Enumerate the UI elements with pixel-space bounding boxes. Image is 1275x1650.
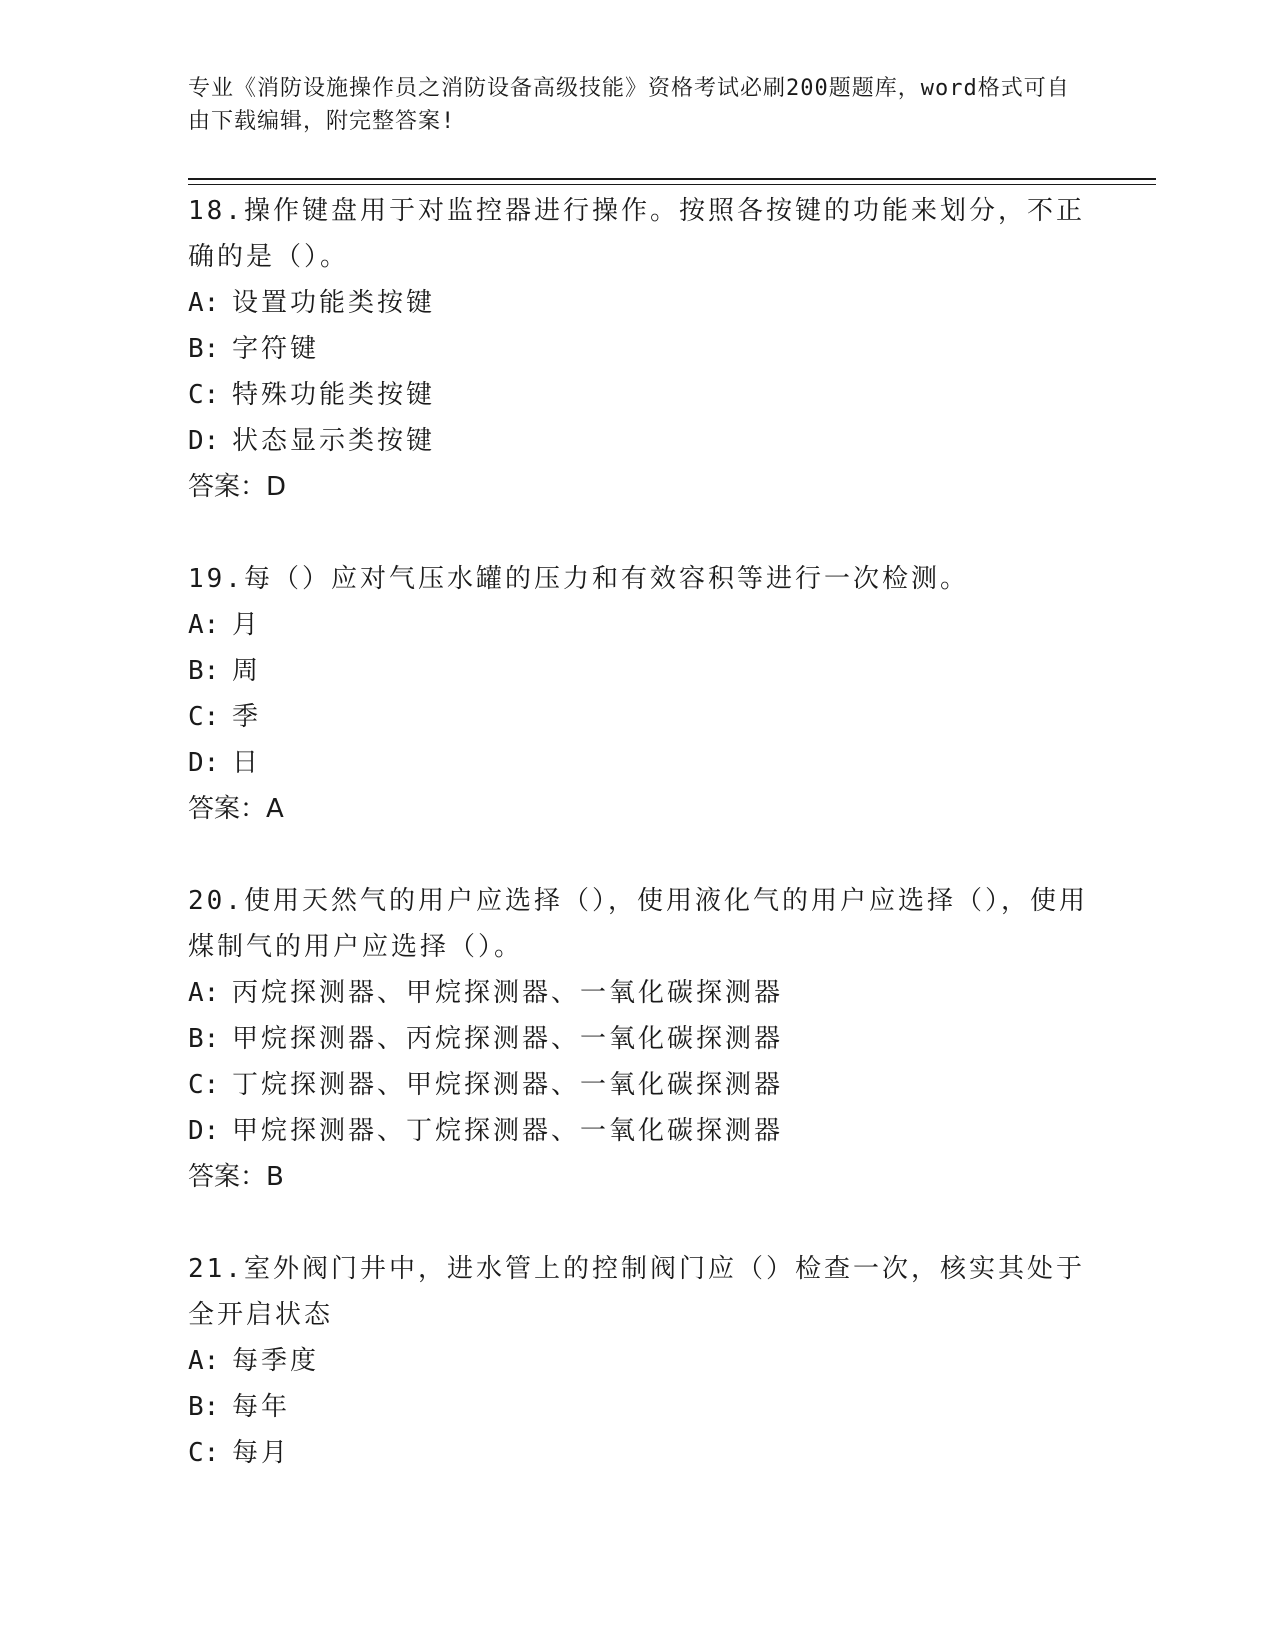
- answer-line: 答案：B: [188, 1162, 284, 1192]
- option-b: [188, 648, 1088, 694]
- option-letter: C:: [188, 1438, 220, 1468]
- option-letter: C:: [188, 380, 220, 410]
- option-letter: D:: [188, 1116, 220, 1146]
- question-19: [188, 556, 1088, 832]
- question-stem: 20.使用天然气的用户应选择（），使用液化气的用户应选择（），使用煤制气的用户应选择（）。: [188, 886, 1088, 962]
- option-b: [188, 1384, 1088, 1430]
- option-letter: C:: [188, 702, 220, 732]
- option-text: 每季度: [232, 1346, 320, 1376]
- option-letter: D:: [188, 748, 220, 778]
- option-a: [188, 280, 1088, 326]
- option-c: [188, 694, 1088, 740]
- option-text: 甲烷探测器、丙烷探测器、一氧化碳探测器: [232, 1024, 784, 1054]
- option-a: [188, 970, 1088, 1016]
- header-divider-thick: [188, 178, 1156, 180]
- option-text: 每年: [232, 1392, 291, 1422]
- option-c: [188, 1430, 1088, 1476]
- question-stem: 21.室外阀门井中，进水管上的控制阀门应（）检查一次，核实其处于全开启状态: [188, 1254, 1085, 1330]
- option-text: 每月: [232, 1438, 291, 1468]
- option-text: 月: [232, 610, 262, 640]
- option-letter: B:: [188, 1024, 220, 1054]
- option-text: 日: [232, 748, 262, 778]
- question-spacer: [188, 510, 1088, 556]
- question-spacer: [188, 832, 1088, 878]
- question-21: [188, 1246, 1088, 1476]
- option-b: [188, 326, 1088, 372]
- option-c: [188, 1062, 1088, 1108]
- question-spacer: [188, 1200, 1088, 1246]
- option-letter: C:: [188, 1070, 220, 1100]
- option-text: 设置功能类按键: [232, 288, 436, 318]
- option-letter: D:: [188, 426, 220, 456]
- option-letter: B:: [188, 334, 220, 364]
- question-list: [188, 188, 1088, 1476]
- question-stem: 19.每（）应对气压水罐的压力和有效容积等进行一次检测。: [188, 564, 969, 594]
- option-text: 特殊功能类按键: [232, 380, 436, 410]
- answer-line: 答案：D: [188, 472, 287, 502]
- option-d: [188, 1108, 1088, 1154]
- answer-line: 答案：A: [188, 794, 284, 824]
- option-text: 周: [232, 656, 262, 686]
- question-stem: 18.操作键盘用于对监控器进行操作。按照各按键的功能来划分，不正确的是（）。: [188, 196, 1085, 272]
- option-letter: B:: [188, 656, 220, 686]
- option-letter: A:: [188, 288, 220, 318]
- option-a: [188, 1338, 1088, 1384]
- option-b: [188, 1016, 1088, 1062]
- option-text: 状态显示类按键: [232, 426, 436, 456]
- question-18: [188, 188, 1088, 510]
- option-c: [188, 372, 1088, 418]
- option-text: 丁烷探测器、甲烷探测器、一氧化碳探测器: [232, 1070, 784, 1100]
- option-text: 字符键: [232, 334, 320, 364]
- header-divider-thin: [188, 184, 1156, 185]
- option-d: [188, 740, 1088, 786]
- option-letter: A:: [188, 1346, 220, 1376]
- option-letter: B:: [188, 1392, 220, 1422]
- option-text: 甲烷探测器、丁烷探测器、一氧化碳探测器: [232, 1116, 784, 1146]
- option-a: [188, 602, 1088, 648]
- option-letter: A:: [188, 978, 220, 1008]
- option-d: [188, 418, 1088, 464]
- option-letter: A:: [188, 610, 220, 640]
- question-20: [188, 878, 1088, 1200]
- document-header: 专业《消防设施操作员之消防设备高级技能》资格考试必刷200题题库，word格式可自由下载编辑，附完整答案!: [188, 76, 1070, 134]
- option-text: 季: [232, 702, 262, 732]
- option-text: 丙烷探测器、甲烷探测器、一氧化碳探测器: [232, 978, 784, 1008]
